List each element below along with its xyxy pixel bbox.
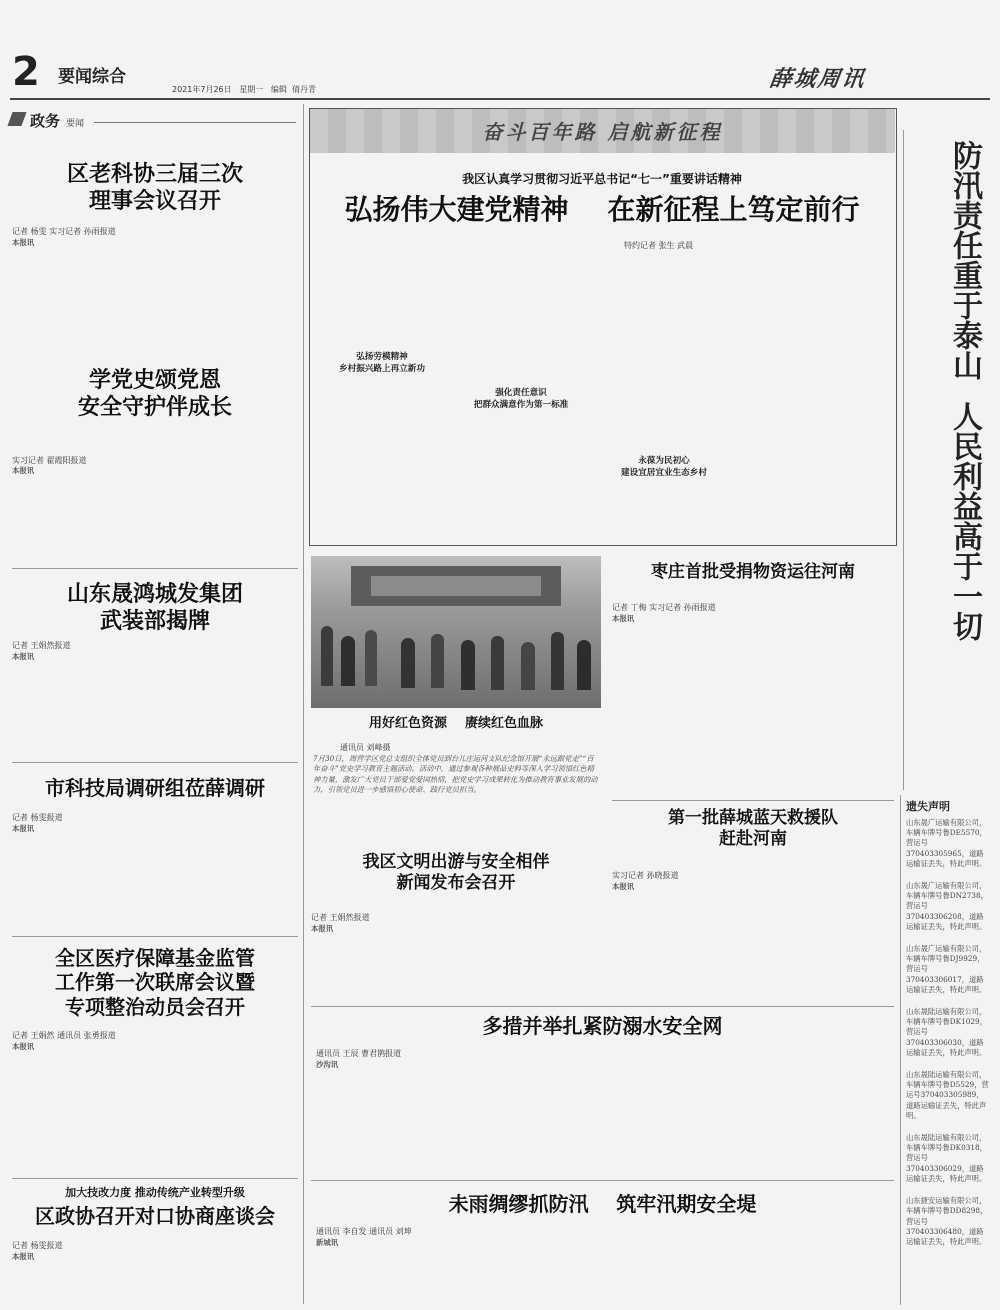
lead-byline: 特约记者 张生 武晨 — [624, 241, 694, 250]
column-tag-main: 政务 — [30, 112, 61, 130]
article-body-a5 — [12, 1042, 298, 1172]
column-tag-small: 要闻 — [66, 119, 85, 129]
notice-item: 山东晟陆运输有限公司，车辆车牌号鲁DK0318，营运号370403306029，道路运输证丢失，特此声明。 — [906, 1133, 987, 1183]
article-byline-a6: 记者 杨雯报道 — [12, 1241, 63, 1250]
article-title-a10: 多措并举扎紧防溺水安全网 — [482, 1014, 723, 1038]
article-byline-a5: 记者 王娟然 通讯员 张勇报道 — [12, 1031, 116, 1040]
article-body-a2 — [12, 466, 298, 560]
notice-list — [906, 818, 990, 1259]
notice-item: 山东晟陆运输有限公司，车辆车牌号鲁D5529，营运号370403305989，道路运输证丢失，特此声明。 — [906, 1070, 989, 1120]
article-title-a11: 未雨绸缪抓防汛 筑牢汛期安全堤 — [448, 1192, 757, 1216]
lead-body-col1b — [316, 382, 448, 532]
photo-credit: 通讯员 刘峰摄 — [340, 743, 391, 752]
article-body-a1 — [12, 238, 298, 330]
article-title-a5: 全区医疗保障基金监管 工作第一次联席会议暨 专项整治动员会召开 — [55, 946, 255, 1019]
article-title-a4: 市科技局调研组莅薛调研 — [45, 776, 265, 800]
article-body-a8 — [612, 882, 894, 1000]
dateline-a11: 新城讯 — [316, 1238, 339, 1247]
article-byline-a11: 通讯员 李自发 通讯员 刘坤 — [316, 1227, 412, 1236]
photo-caption-title: 用好红色资源 赓续红色血脉 — [368, 716, 544, 731]
page-number: 2 — [12, 49, 40, 95]
issue-weekday: 星期一 — [239, 85, 264, 94]
lead-body-col3 — [594, 254, 734, 450]
article-body-a7 — [612, 614, 894, 776]
notice-item: 山东捷安运输有限公司，车辆车牌号鲁DD8298，营运号370403306480，道路运输证丢失，特此声明。 — [906, 1196, 988, 1246]
article-body-a6 — [12, 1252, 298, 1306]
article-body-a11 — [316, 1238, 890, 1304]
notice-item: 山东晟广运输有限公司，车辆车牌号鲁DJ9929，营运号370403306017，道路运输证丢失，特此声明。 — [906, 944, 987, 994]
article-body-a4 — [12, 824, 298, 928]
dateline-a10: 沙沟讯 — [316, 1060, 339, 1069]
article-title-a7: 枣庄首批受捐物资运往河南 — [651, 562, 855, 582]
lead-body-col2 — [455, 254, 587, 366]
section-title: 要闻综合 — [58, 67, 126, 87]
slogan-text: 防汛责任重于泰山 人民利益高于一切 — [947, 140, 982, 641]
article-title-a1: 区老科协三届三次 理事会议召开 — [66, 162, 243, 214]
lead-subhead-3: 永葆为民初心 建设宜居宜业生态乡村 — [621, 456, 707, 478]
article-byline-a4: 记者 杨雯报道 — [12, 813, 63, 822]
article-body-a3 — [12, 652, 298, 754]
article-byline-a10: 通讯员 王辰 曹君鹊报道 — [316, 1049, 402, 1058]
article-kicker-a6: 加大技改力度 推动传统产业转型升级 — [65, 1186, 245, 1199]
notice-title: 遗失声明 — [906, 800, 950, 813]
article-title-a9: 我区文明出游与安全相伴 新闻发布会召开 — [362, 852, 550, 893]
lead-subhead-2: 强化责任意识 把群众满意作为第一标准 — [473, 388, 569, 410]
photo-caption-text: 7月30日，周营学区党总支组织全体党员到台儿庄运河支队纪念馆开展“永远跟党走”“百年奋斗”党史学习教育主题活动。活动中，通过参观各种展品史料等深入学习领悟红色精神力量，激发广大党员干部爱党爱国热情，把党史学习成果转化为推动教育事业发展的动力，引领党员进一步感悟初心使命、践行党员担当。 — [313, 754, 598, 795]
issue-info — [172, 84, 316, 95]
article-byline-a7: 记者 丁梅 实习记者 孙雨报道 — [612, 603, 716, 612]
dateline-a2: 本报讯 — [12, 466, 35, 475]
column-tag — [10, 110, 296, 130]
dateline-a6: 本报讯 — [12, 1252, 35, 1261]
lead-subhead-1: 弘扬劳模精神 乡村振兴路上再立新功 — [339, 352, 425, 374]
article-byline-a8: 实习记者 孙晓报道 — [612, 871, 679, 880]
article-byline-a9: 记者 王娟然报道 — [311, 913, 370, 922]
article-byline-a1: 记者 杨雯 实习记者 孙雨报道 — [12, 227, 116, 236]
dateline-a8: 本报讯 — [612, 882, 635, 891]
dateline-a7: 本报讯 — [612, 614, 635, 623]
lead-kicker: 我区认真学习贯彻习近平总书记“七一”重要讲话精神 — [462, 172, 742, 186]
dateline-a3: 本报讯 — [12, 652, 35, 661]
lead-body-col1 — [316, 254, 448, 340]
issue-date: 2021年7月26日 — [172, 85, 232, 94]
editor-label: 编辑 — [270, 85, 287, 94]
article-byline-a2: 实习记者 翟霞阳报道 — [12, 456, 87, 465]
banner-title: 奋斗百年路 启航新征程 — [482, 120, 723, 144]
article-title-a8: 第一批薛城蓝天救援队 赶赴河南 — [668, 808, 838, 849]
article-title-a3: 山东晟鸿城发集团 武装部揭牌 — [66, 582, 243, 634]
dateline-a4: 本报讯 — [12, 824, 35, 833]
dateline-a1: 本报讯 — [12, 238, 35, 247]
lead-body-col4 — [741, 254, 889, 534]
masthead-logo: 薛城周讯 — [767, 66, 868, 92]
article-title-a2: 学党史颂党恩 安全守护伴成长 — [77, 368, 232, 420]
notice-item: 山东晟广运输有限公司，车辆车牌号鲁DN2738，营运号370403306208，道路运输证丢失，特此声明。 — [906, 881, 988, 931]
article-body-a9 — [311, 924, 601, 1006]
editor-name: 倩丹青 — [292, 85, 317, 94]
notice-item: 山东晟广运输有限公司，车辆车牌号鲁DE5570，营运号370403305965，道路运输证丢失，特此声明。 — [906, 818, 987, 868]
article-title-a6: 区政协召开对口协商座谈会 — [35, 1204, 275, 1228]
article-byline-a3: 记者 王娟然报道 — [12, 641, 71, 650]
article-body-a10 — [316, 1060, 890, 1172]
dateline-a9: 本报讯 — [311, 924, 334, 933]
lead-body-col3b — [594, 488, 734, 536]
notice-item: 山东晟陆运输有限公司，车辆车牌号鲁DK1029，营运号370403306030，道路运输证丢失，特此声明。 — [906, 1007, 987, 1057]
dateline-a5: 本报讯 — [12, 1042, 35, 1051]
lead-title: 弘扬伟大建党精神 在新征程上笃定前行 — [344, 193, 860, 226]
news-photo — [311, 556, 601, 708]
lead-body-col2b — [455, 418, 587, 532]
